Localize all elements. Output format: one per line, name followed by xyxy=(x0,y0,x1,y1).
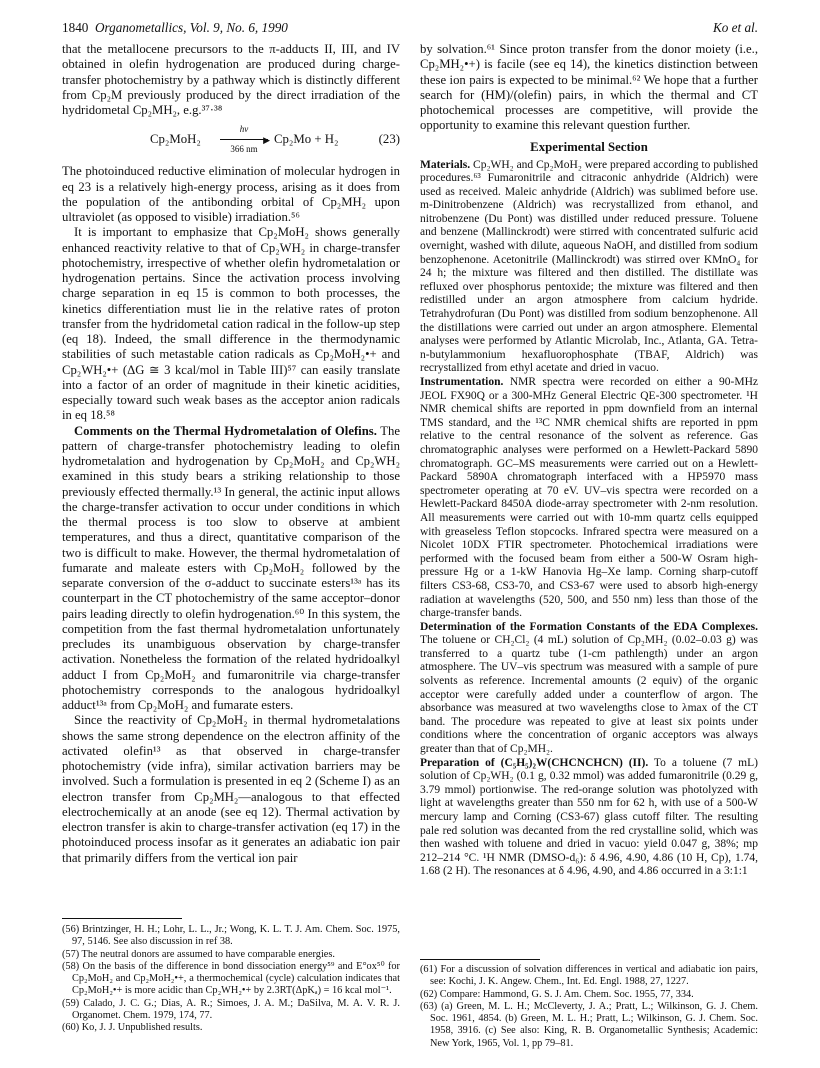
right-column xyxy=(420,42,758,879)
header-left xyxy=(62,20,288,36)
footnote-57: (57) The neutral donors are assumed to have comparable energies. xyxy=(62,948,335,960)
left-paragraph-4 xyxy=(62,424,400,714)
footnote-58: (58) On the basis of the difference in bond dissociation energy⁵⁹ and E°ox⁵⁰ for Cp₂MoH₂ and Cp₂MoH₂•+, a thermochemical (cycle) calculation indicates that Cp₂MoH₂•+ is more acidic than Cp₂WH₂•+ by 2.3RT(ΔpKₐ) = 16 kcal mol⁻¹. xyxy=(62,960,400,997)
left-paragraph-2: The photoinduced reductive elimination of molecular hydrogen in eq 23 is a relatively high-energy process, arising as it does from the population of the antibonding orbital of Cp₂MH₂ upon ultraviolet (as opposed to visible) irradiation.⁵⁶ xyxy=(62,164,400,224)
preparation-body: To a toluene (7 mL) solution of Cp₂WH₂ (0.1 g, 0.32 mmol) was added fumaronitrile (0.29 g, 3.79 mmol) portionwise. The red-orange solution was photolyzed with light at wavelengths greater than 550 nm for 62 h, with use of a 500-W mercury lamp and Corning (CS3-67) glass cutoff filter. The resulting pale red solution was decanted from the red crystalline solid, which was then washed with toluene and dried in vacuo: yield 0.047 g, 38%; mp 212–214 °C. ¹H NMR (DMSO-d₆): δ 4.96, 4.90, 4.86 (10 H, Cp), 1.74, 1.68 (2 H). The resonances at δ 4.96, 4.90, and 4.86 occurred in a 3:1:1 xyxy=(420,756,758,878)
equation-lhs: Cp₂MoH₂ xyxy=(150,132,201,147)
thermal-hydrometalation-body: The pattern of charge-transfer photochemistry leading to olefin hydrometalation and hydrogenation by Cp₂MoH₂ and Cp₂WH₂ examined in this study bears a striking relationship to those previously effected thermally.¹³ In general, the actinic input allows the charge-transfer activation to occur under conditions in which the thermal process is too slow to observe at ambient temperatures, and thus a direct, quantitative comparison of the two is difficult to make. However, the thermal hydrometalation of fumarate and maleate esters with Cp₂MoH₂ followed by the separate conversion of the σ-adduct to succinate esters¹³ᵃ has its counterpart in the CT photochemistry of the same acceptor–donor pairs leading directly to olefin hydrogenation.⁶⁰ In this system, the competition from the fast thermal hydrometalation unfortunately precludes its unambiguous observation by charge-transfer activation. Nonetheless the formation of the related hydridoalkyl adduct I from Cp₂MoH₂ and fumaronitrile via charge-transfer photochemistry corresponds to the analogous hydridoalkyl adduct¹³ᵃ from Cp₂MoH₂ and fumarate esters. xyxy=(62,423,400,712)
footnote-rule-right xyxy=(420,959,540,960)
footnote-60: (60) Ko, J. J. Unpublished results. xyxy=(62,1022,203,1034)
materials-paragraph xyxy=(420,159,758,377)
equation-23 xyxy=(62,122,400,158)
arrow-over-label: hν xyxy=(239,124,249,135)
materials-heading: Materials. xyxy=(420,158,471,171)
footnote-63: (63) (a) Green, M. L. H.; McCleverty, J. A.; Pratt, L.; Wilkinson, G. J. Chem. Soc. 1961, 4854. (b) Green, M. L. H.; Pratt, L.; Wilkinson, G. J. Chem. Soc. 1958, 3916. (c) See also: King, R. B. Organometallic Synthesis; Academic: New York, 1965, Vol. 1, pp 79–81. xyxy=(420,1000,758,1049)
footnote-56: (56) Brintzinger, H. H.; Lohr, L. L., Jr.; Wong, K. L. T. J. Am. Chem. Soc. 1975, 97, 5146. See also discussion in ref 38. xyxy=(62,924,400,948)
arrow-under-label: 366 nm xyxy=(230,144,258,155)
footnote-rule-left xyxy=(62,918,182,919)
author-running-head: Ko et al. xyxy=(712,20,758,35)
instrumentation-paragraph xyxy=(420,376,758,621)
eda-paragraph xyxy=(420,621,758,757)
left-column xyxy=(62,42,400,866)
arrow-line xyxy=(220,139,268,140)
equation-number: (23) xyxy=(378,132,400,147)
footnote-61: (61) For a discussion of solvation differences in vertical and adiabatic ion pairs, see: Kochi, J. K. Angew. Chem., Int. Ed. Engl. 1988, 27, 1227. xyxy=(420,964,758,988)
instrumentation-body: NMR spectra were recorded on either a 90-MHz JEOL FX90Q or a 300-MHz General Electric QE-300 spectrometer. ¹H NMR chemical shifts are reported in ppm downfield from an internal TMS standard, and the ¹³C NMR chemical shifts are reported in ppm relative to the central resonance of the solvent as reference. Gas chromatographic analyses were performed on a Hewlett-Packard 5890 chromatograph. GC–MS measurements were carried out on a Hewlett-Packard 5890A chromatograph interfaced with a HP5970 mass spectrometer operating at 70 eV. UV–vis spectra were recorded on a Hewlett-Packard 8450A diode-array spectrometer with 2-nm resolution. All measurements were carried out with 10-mm quartz cells equipped with greaseless Teflon stopcocks. Infrared spectra were measured on a Nicolet 10DX FTIR spectrometer. Photochemical irradiations were performed with the focused beam from either a 500-W Osram high-pressure Hg or a 1-kW Hanovia Hg–Xe lamp. Corning sharp-cutoff filters CS3-68, CS3-70, and CS3-67 were used to absorb high-energy radiation at wavelengths (520, 500, and 550 nm) less than those of the charge-transfer bands. xyxy=(420,376,758,620)
preparation-heading: Preparation of (C₅H₅)₂W(CHCNCHCN) (II). xyxy=(420,756,649,769)
experimental-section-title: Experimental Section xyxy=(530,139,648,154)
right-paragraph-1: by solvation.⁶¹ Since proton transfer from the donor moiety (i.e., Cp₂MH₂•+) is facile (see eq 14), the kinetics distinction between these ion pairs is expected to be minimal.⁶² We hope that a further search for (HM)/(olefin) pairs, in which the thermal and CT photochemical processes are competitive, will provide the opportunity to examine this relevant question further. xyxy=(420,42,758,133)
page-number: 1840 xyxy=(62,20,89,35)
equation-rhs: Cp₂Mo + H₂ xyxy=(274,132,339,147)
left-paragraph-1: that the metallocene precursors to the π-adducts II, III, and IV obtained in olefin hydrogenation are produced during charge-transfer photochemistry by a pathway which is distinctly different from Cp₂M previously produced by the direct irradiation of the hydridometal Cp₂MH₂, e.g.³⁷·³⁸ xyxy=(62,42,400,117)
materials-body: Cp₂WH₂ and Cp₂MoH₂ were prepared according to published procedures.⁶³ Fumaronitrile and citraconic anhydride (Aldrich) were used as received. Maleic anhydride (Aldrich) was sublimed before use. m-Dinitrobenzene (Aldrich) was recrystallized from ethanol, and nitrobenzene (Du Pont) was distilled under reduced pressure. Toluene and benzene (Mallinckrodt) were stirred with concentrated sulfuric acid overnight, washed with dilute, aqueous NaOH, and distilled from sodium benzophenone. Acetonitrile (Mallinckrodt) was stirred over KMnO₄ for 24 h; the mixture was filtered and then distilled. The distillate was refluxed over phosphorus pentoxide; the mixture was filtered and then redistilled under an argon atmosphere from calcium hydride. Tetrahydrofuran (Du Pont) was distilled from sodium benzophenone. All the distillations were carried out under an argon atmosphere. Elemental analyses were performed by Atlantic Microlab, Inc., Atlanta, GA. Tetra-n-butylammonium hexafluorophosphate (TBAF, Aldrich) was recrystallized from ethyl acetate and dried in vacuo. xyxy=(420,158,758,375)
preparation-paragraph xyxy=(420,757,758,879)
footnotes-left xyxy=(62,924,400,1035)
instrumentation-heading: Instrumentation. xyxy=(420,376,504,388)
eda-heading: Determination of the Formation Constants of the EDA Complexes. xyxy=(420,620,758,633)
footnotes-right xyxy=(420,964,758,1050)
reaction-arrow xyxy=(220,124,268,154)
eda-body: The toluene or CH₂Cl₂ (4 mL) solution of Cp₂MH₂ (0.02–0.03 g) was transferred to a quartz tube (1-cm pathlength) under an argon atmosphere. The UV–vis spectrum was measured with a sample of pure solvents as reference. Incremental amounts (2 equiv) of the organic acceptor were carefully added under a counterflow of argon. The absorbance was measured at two wavelengths close to λmax of the CT band. The procedure was repeated to give at least six points under conditions where the concentration of organic acceptors was always greater than that of Cp₂MH₂. xyxy=(420,634,758,756)
footnote-62: (62) Compare: Hammond, G. S. J. Am. Chem. Soc. 1955, 77, 334. xyxy=(420,988,694,1000)
running-header xyxy=(62,20,758,38)
arrow-head-icon: ▶ xyxy=(263,135,270,146)
thermal-hydrometalation-heading: Comments on the Thermal Hydrometalation of Olefins. xyxy=(74,423,377,438)
journal-reference: Organometallics, Vol. 9, No. 6, 1990 xyxy=(94,20,288,35)
footnote-59: (59) Calado, J. C. G.; Dias, A. R.; Simoes, J. A. M.; DaSilva, M. A. V. R. J. Organomet. Chem. 1979, 174, 77. xyxy=(62,997,400,1022)
left-paragraph-5: Since the reactivity of Cp₂MoH₂ in thermal hydrometalations shows the same strong dependence on the electron affinity of the activated olefin¹³ as that observed in charge-transfer photochemistry (vide infra), similar activation barriers may be involved. Such a formulation is presented in eq 2 (Scheme I) as an electron transfer from Cp₂MH₂—analogous to that effected electrochemically at an anode (see eq 12). Thermal activation by electron transfer is akin to charge-transfer activation (eq 17) in the photoinduced process insofar as it generates an adiabatic ion pair that primarily differs from the vertical ion pair xyxy=(62,713,400,865)
left-paragraph-3: It is important to emphasize that Cp₂MoH₂ shows generally enhanced reactivity relative to that of Cp₂WH₂ in charge-transfer photochemistry, irrespective of whether olefin hydrometalation or hydrogenation pertains. Since the activation process involving charge separation in eq 15 is common to both processes, the kinetics differentiation must lie in the relative rates of proton transfer from the hydridometal cation radical in the follow-up step (eq 18). Indeed, the small difference in the thermodynamic stabilities of such metastable cation radicals as Cp₂MoH₂•+ and Cp₂WH₂•+ (ΔG ≅ 3 kcal/mol in Table III)⁵⁷ can easily translate into a factor of an order of magnitude in their kinetic acidities, especially toward such weak bases as the acceptor anion radicals in eq 18.⁵⁸ xyxy=(62,225,400,423)
